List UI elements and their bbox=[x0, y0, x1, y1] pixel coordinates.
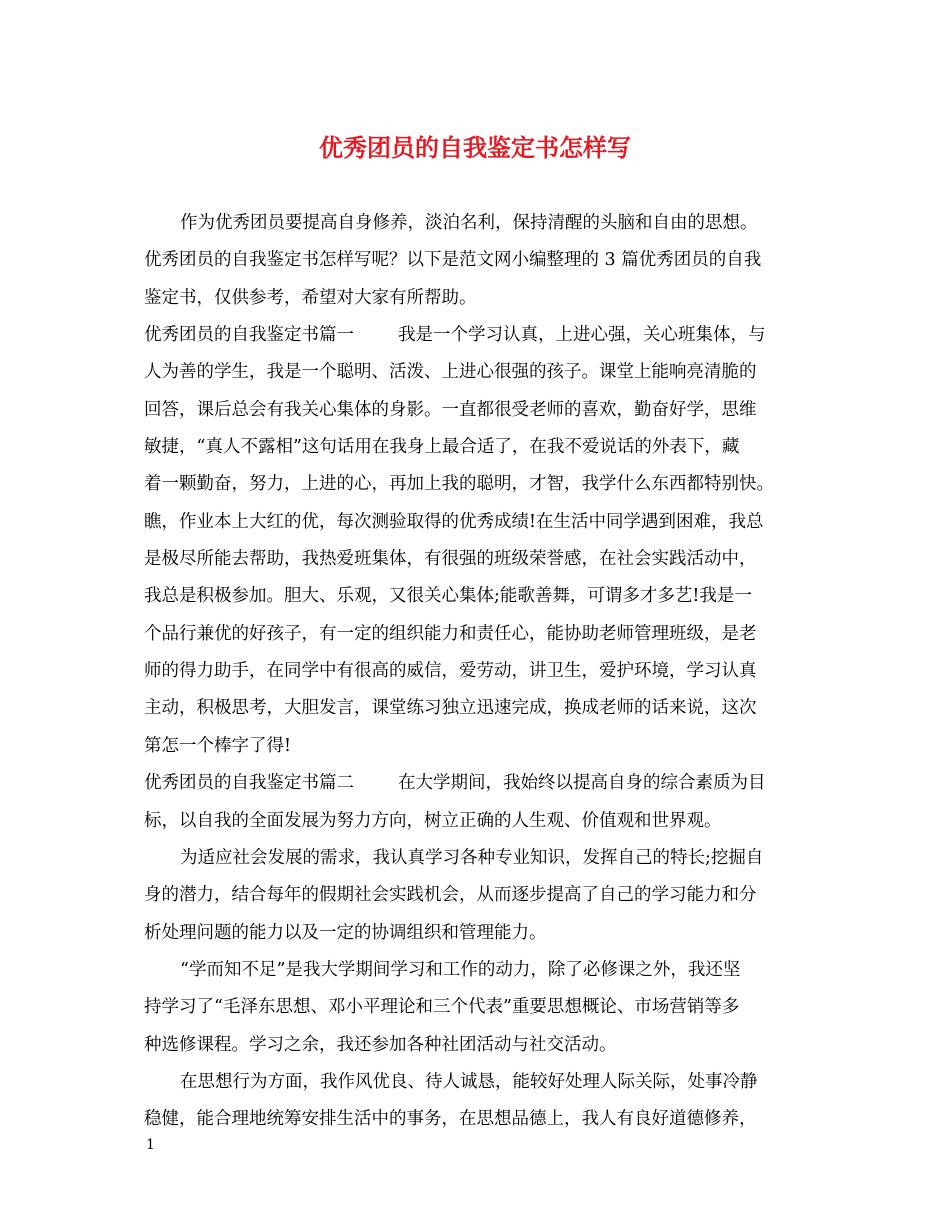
paragraph-line: 作为优秀团员要提高自身修养，淡泊名利，保持清醒的头脑和自由的思想。 bbox=[180, 213, 758, 233]
paragraph-line: 主动，积极思考，大胆发言，课堂练习独立迅速完成，换成老师的话来说，这次 bbox=[144, 698, 757, 719]
paragraph-line: 个品行兼优的好孩子，有一定的组织能力和责任心，能协助老师管理班级，是老 bbox=[144, 623, 757, 644]
paragraph-line: 我总是积极参加。胆大、乐观，又很关心集体;能歌善舞，可谓多才多艺!我是一 bbox=[144, 586, 752, 607]
paragraph-line: 种选修课程。学习之余，我还参加各种社团活动与社交活动。 bbox=[144, 1034, 617, 1055]
section-heading-1: 优秀团员的自我鉴定书篇一 bbox=[144, 325, 354, 346]
paragraph-line: 稳健，能合理地统筹安排生活中的事务，在思想品德上，我人有良好道德修养， bbox=[144, 1109, 757, 1130]
page-number: 1 bbox=[146, 1137, 155, 1153]
paragraph-line: 优秀团员的自我鉴定书怎样写呢？以下是范文网小编整理的 3 篇优秀团员的自我 bbox=[144, 250, 762, 271]
paragraph-line: 师的得力助手，在同学中有很高的威信，爱劳动，讲卫生，爱护环境，学习认真 bbox=[144, 661, 757, 682]
paragraph-line: 第怎一个棒字了得! bbox=[144, 735, 292, 756]
section-heading-line bbox=[144, 765, 824, 802]
paragraph-text: 在大学期间，我始终以提高自身的综合素质为目 bbox=[398, 773, 766, 794]
paragraph-line: 着一颗勤奋，努力，上进的心，再加上我的聪明，才智，我学什么东西都特别快。 bbox=[144, 474, 774, 495]
paragraph-line: 为适应社会发展的需求，我认真学习各种专业知识，发挥自己的特长;挖掘自 bbox=[180, 847, 764, 868]
document-body bbox=[144, 205, 824, 1139]
paragraph-line: 回答，课后总会有我关心集体的身影。一直都很受老师的喜欢，勤奋好学，思维 bbox=[144, 399, 757, 420]
paragraph-line: 持学习了“毛泽东思想、邓小平理论和三个代表”重要思想概论、市场营销等多 bbox=[144, 997, 740, 1018]
paragraph-line: 是极尽所能去帮助，我热爱班集体，有很强的班级荣誉感，在社会实践活动中， bbox=[144, 549, 757, 570]
paragraph-line: 在思想行为方面，我作风优良、待人诚恳，能较好处理人际关际，处事冷静 bbox=[180, 1071, 758, 1092]
paragraph-line: 人为善的学生，我是一个聪明、活泼、上进心很强的孩子。课堂上能响亮清脆的 bbox=[144, 362, 757, 383]
section-heading-line bbox=[144, 317, 824, 354]
paragraph-line: 标，以自我的全面发展为努力方向，树立正确的人生观、价值观和世界观。 bbox=[144, 810, 722, 831]
paragraph-line: 身的潜力，结合每年的假期社会实践机会，从而逐步提高了自己的学习能力和分 bbox=[144, 885, 757, 906]
section-heading-2: 优秀团员的自我鉴定书篇二 bbox=[144, 773, 354, 794]
paragraph-line: 鉴定书，仅供参考，希望对大家有所帮助。 bbox=[144, 287, 477, 308]
paragraph-line: “学而知不足”是我大学期间学习和工作的动力，除了必修课之外，我还坚 bbox=[180, 959, 741, 980]
document-title: 优秀团员的自我鉴定书怎样写 bbox=[319, 133, 631, 162]
paragraph-line: 敏捷，“真人不露相”这句话用在我身上最合适了，在我不爱说话的外表下，藏 bbox=[144, 437, 740, 458]
paragraph-text: 我是一个学习认真，上进心强，关心班集体，与 bbox=[398, 325, 766, 346]
paragraph-line: 析处理问题的能力以及一定的协调组织和管理能力。 bbox=[144, 922, 547, 943]
paragraph-line: 瞧，作业本上大红的优，每次测验取得的优秀成绩!在生活中同学遇到困难，我总 bbox=[144, 511, 764, 532]
